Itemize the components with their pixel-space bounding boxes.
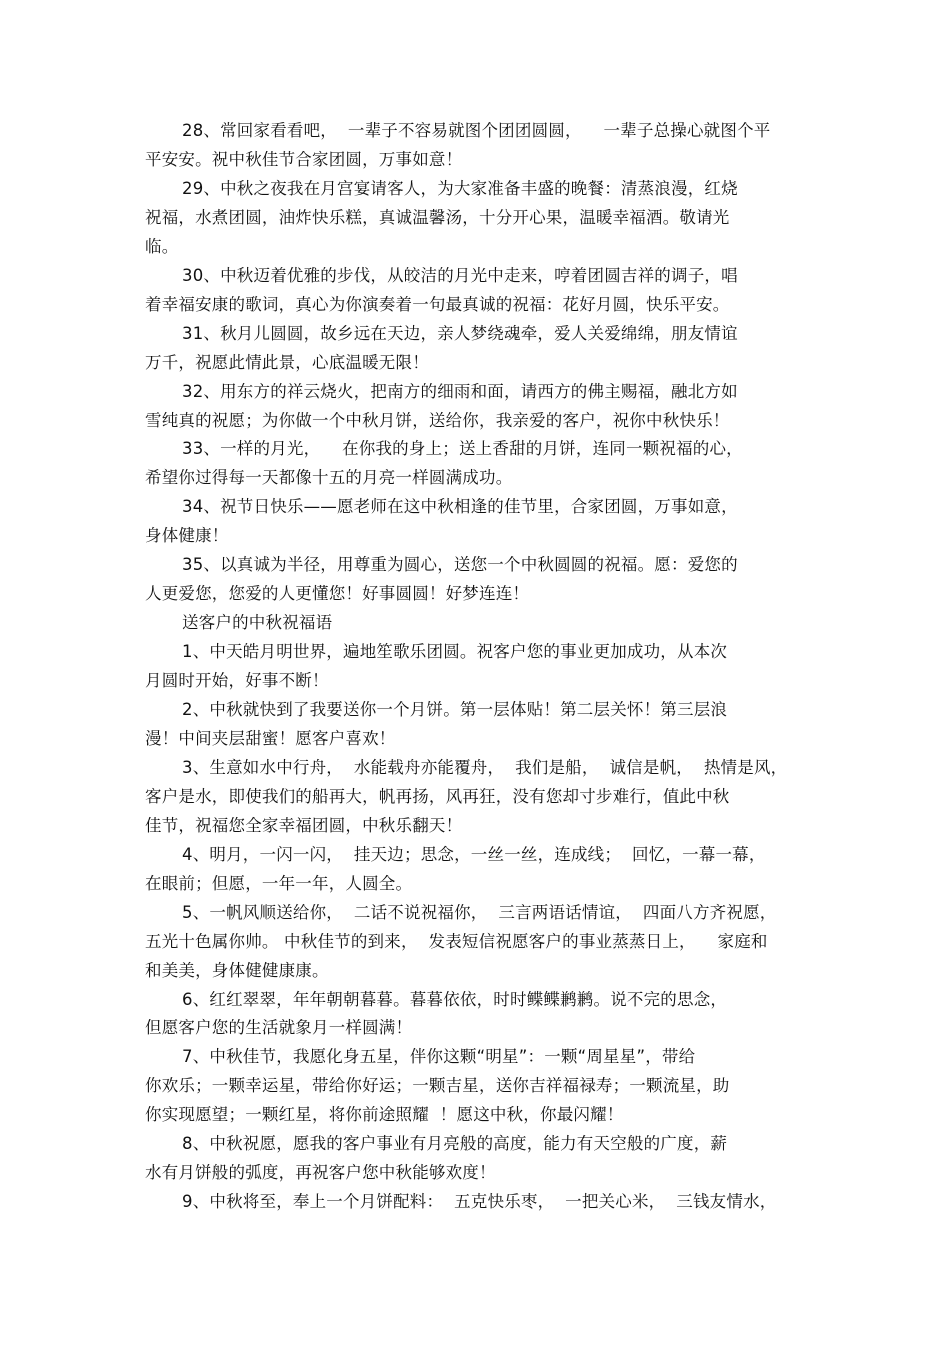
text-line: 1、中天皓月明世界，遍地笙歌乐团圆。祝客户您的事业更加成功，从本次 xyxy=(182,642,728,662)
text-line: 33、一样的月光， 在你我的身上；送上香甜的月饼，连同一颗祝福的心， xyxy=(182,439,743,459)
text-line: 32、用东方的祥云烧火，把南方的细雨和面，请西方的佛主赐福，融北方如 xyxy=(182,381,738,401)
text-line: 身体健康！ xyxy=(145,526,229,546)
text-line: 水有月饼般的弧度，再祝客户您中秋能够欢度！ xyxy=(145,1163,496,1183)
text-line: 和美美，身体健健康康。 xyxy=(145,960,329,980)
text-line: 希望你过得每一天都像十五的月亮一样圆满成功。 xyxy=(145,468,513,488)
text-line: 2、中秋就快到了我要送你一个月饼。第一层体贴！第二层关怀！第三层浪 xyxy=(182,700,728,719)
text-line: 雪纯真的祝愿；为你做一个中秋月饼，送给你，我亲爱的客户，祝你中秋快乐！ xyxy=(145,410,730,430)
text-line: 漫！中间夹层甜蜜！愿客户喜欢！ xyxy=(145,728,396,748)
text-line: 5、一帆风顺送给你， 二话不说祝福你， 三言两语话情谊， 四面八方齐祝愿， xyxy=(182,902,777,922)
text-line: 8、中秋祝愿，愿我的客户事业有月亮般的高度，能力有天空般的广度，薪 xyxy=(182,1134,728,1154)
text-line: 客户是水，即使我们的船再大，帆再扬，风再狂，没有您却寸步难行，值此中秋 xyxy=(145,786,730,806)
text-line: 你欢乐；一颗幸运星，带给你好运；一颗吉星，送你吉祥福禄寿；一颗流星，助 xyxy=(145,1076,730,1096)
text-line: 35、以真诚为半径，用尊重为圆心，送您一个中秋圆圆的祝福。愿：爱您的 xyxy=(182,555,738,575)
text-line: 7、中秋佳节，我愿化身五星，伴你这颗“明星”：一颗“周星星”，带给 xyxy=(182,1047,696,1067)
text-line: 佳节，祝福您全家幸福团圆，中秋乐翻天！ xyxy=(145,815,463,835)
text-line: 着幸福安康的歌词，真心为你演奏着一句最真诚的祝福：花好月圆，快乐平安。 xyxy=(145,294,730,314)
text-line: 五光十色属你帅。 中秋佳节的到来， 发表短信祝愿客户的事业蒸蒸日上， 家庭和 xyxy=(145,931,768,951)
text-line: 送客户的中秋祝福语 xyxy=(182,613,333,633)
text-line: 6、红红翠翠，年年朝朝暮暮。暮暮依依，时时鲽鲽鹣鹣。说不完的思念， xyxy=(182,989,728,1009)
text-line: 29、中秋之夜我在月宫宴请客人，为大家准备丰盛的晚餐：清蒸浪漫，红烧 xyxy=(182,178,738,198)
text-line: 但愿客户您的生活就象月一样圆满！ xyxy=(145,1018,413,1038)
text-line: 万千，祝愿此情此景，心底温暖无限！ xyxy=(145,352,429,372)
text-line: 4、明月，一闪一闪， 挂天边；思念，一丝一丝，连成线； 回忆，一幕一幕， xyxy=(182,844,766,864)
text-line: 28、常回家看看吧， 一辈子不容易就图个团团圆圆， 一辈子总操心就图个平 xyxy=(182,121,771,140)
text-line: 30、中秋迈着优雅的步伐，从皎洁的月光中走来，哼着团圆吉祥的调子，唱 xyxy=(182,265,738,285)
text-line: 你实现愿望；一颗红星，将你前途照耀 ！愿这中秋，你最闪耀！ xyxy=(145,1105,624,1125)
text-line: 31、秋月儿圆圆，故乡远在天边，亲人梦绕魂牵，爱人关爱绵绵，朋友情谊 xyxy=(182,323,738,343)
text-line: 3、生意如水中行舟， 水能载舟亦能覆舟， 我们是船， 诚信是帆， 热情是风， xyxy=(182,757,788,777)
text-line: 平安安。祝中秋佳节合家团圆，万事如意！ xyxy=(145,149,463,169)
text-line: 临。 xyxy=(145,236,179,256)
text-line: 34、祝节日快乐——愿老师在这中秋相逢的佳节里，合家团圆，万事如意， xyxy=(182,497,738,517)
text-line: 月圆时开始，好事不断！ xyxy=(145,671,329,691)
text-line: 祝福，水煮团圆，油炸快乐糕，真诚温馨汤，十分开心果，温暖幸福酒。敬请光 xyxy=(145,207,730,227)
text-line: 9、中秋将至，奉上一个月饼配料： 五克快乐枣， 一把关心米， 三钱友情水， xyxy=(182,1192,777,1212)
text-line: 在眼前；但愿，一年一年，人圆全。 xyxy=(145,873,413,893)
text-line: 人更爱您，您爱的人更懂您！好事圆圆！好梦连连！ xyxy=(145,584,530,604)
